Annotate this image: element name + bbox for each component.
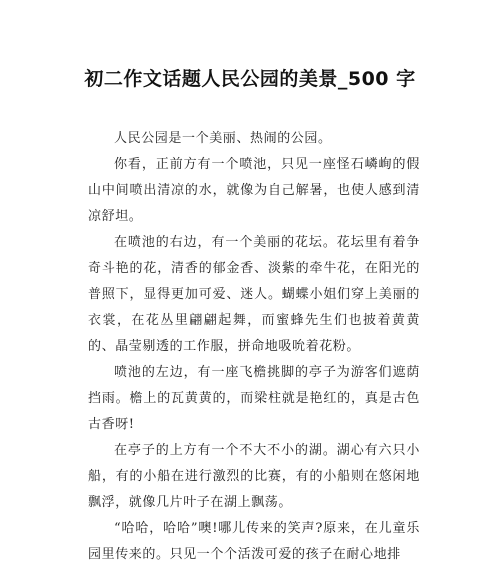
- paragraph: 你看，正前方有一个喷池，只见一座怪石嶙峋的假山中间喷出清凉的水，就像为自己解暑，也使人感到清凉舒坦。: [88, 157, 420, 224]
- paragraph: 在亭子的上方有一个不大不小的湖。湖心有六只小船，有的小船在进行激烈的比赛，有的小船则在悠闲地飘浮，就像几片叶子在湖上飘荡。: [88, 443, 420, 510]
- paragraph: 在喷池的右边，有一个美丽的花坛。花坛里有着争奇斗艳的花，清香的郁金香、淡紫的牵牛花，在阳光的普照下，显得更加可爱、迷人。蝴蝶小姐们穿上美丽的衣裳，在花丛里翩翩起舞，而蜜蜂先生们也披着黄黄的、晶莹剔透的工作服，拼命地吸吮着花粉。: [88, 235, 420, 354]
- paragraph: 喷池的左边，有一座飞檐挑脚的亭子为游客们遮荫挡雨。檐上的瓦黄黄的，而梁柱就是艳红的，真是古色古香呀!: [88, 365, 420, 432]
- paragraph: “哈哈，哈哈”噢!哪儿传来的笑声?原来，在儿童乐园里传来的。只见一个个活泼可爱的孩子在耐心地排: [88, 521, 420, 562]
- paragraph: 人民公园是一个美丽、热闹的公园。: [114, 131, 332, 146]
- document-body: [88, 126, 420, 568]
- document-title: 初二作文话题人民公园的美景_500 字: [84, 68, 416, 90]
